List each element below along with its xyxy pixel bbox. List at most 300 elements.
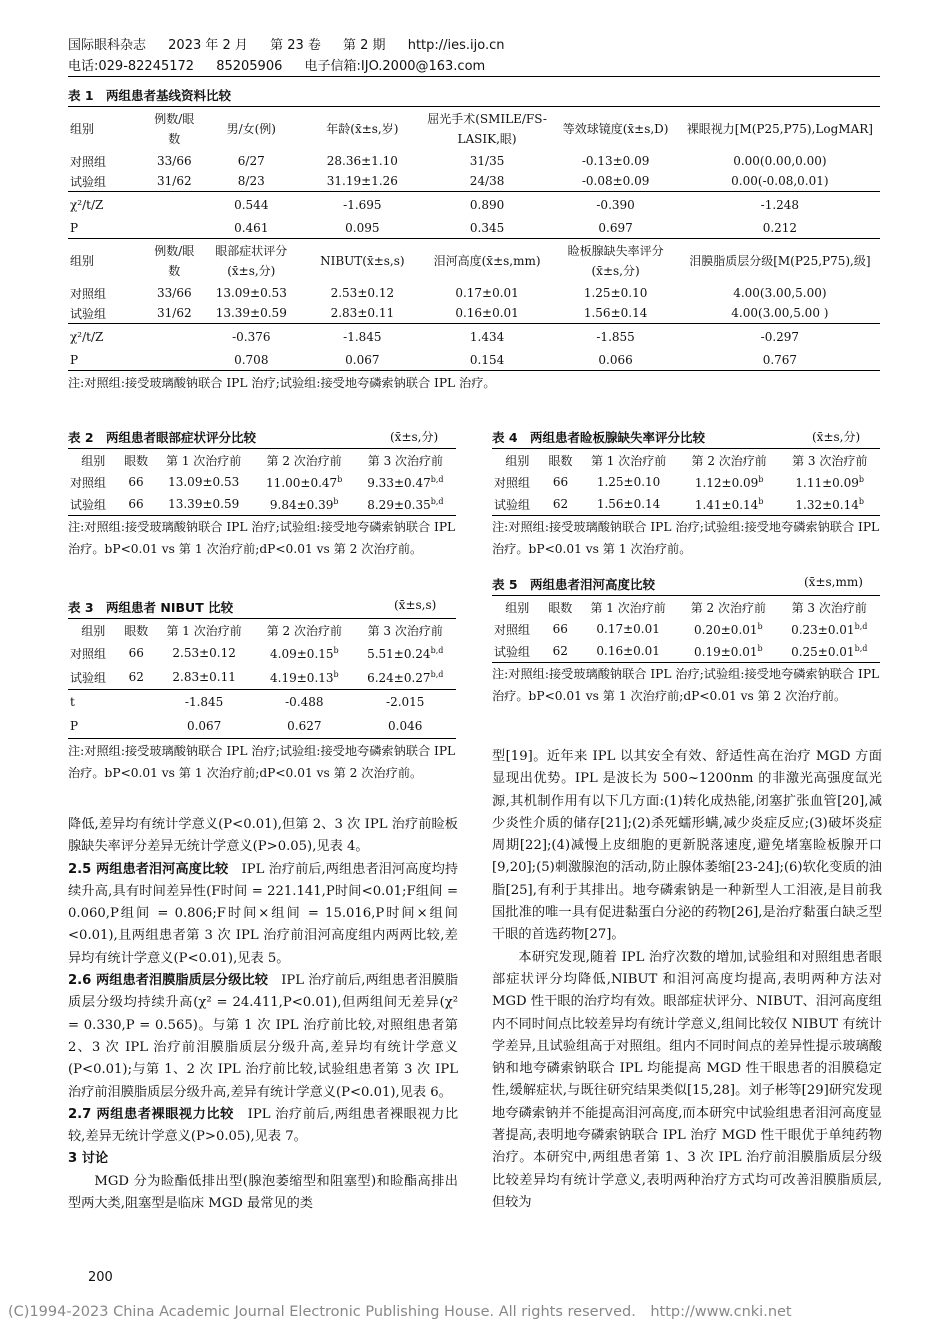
table-cell [680,107,880,152]
table-row [68,324,880,351]
cell-value: 试验组 [494,644,531,659]
section-2-7 [68,1104,458,1149]
table5-unit: (x̄±s,mm) [804,575,863,589]
cell-value: χ²/t/Z [70,198,104,212]
table-cell [119,641,154,665]
table-cell [154,449,254,472]
significance-marker: b [858,496,865,506]
cell-value: 0.212 [762,221,798,235]
table2 [68,448,456,516]
table-cell [201,239,302,284]
table-cell [551,303,679,324]
table-cell [551,192,679,219]
cell-value: -1.845 [343,330,382,344]
cell-value: 1.32±0.14 [795,497,859,512]
table-cell [423,218,552,239]
cell-value: 对照组 [70,286,107,301]
table-cell [355,493,456,516]
cell-value: 6.24±0.27 [367,670,431,685]
table-cell [680,324,880,351]
cell-value: 13.09±0.53 [215,286,287,300]
table3-note: 注:对照组:接受玻璃酸钠联合 IPL 治疗;试验组:接受地夸磷索钠联合 IPL 治疗。bP<0.01 vs 第 1 次治疗前;dP<0.01 vs 第 2 次治疗前。 [68,744,456,780]
journal-url[interactable]: http://ies.ijo.cn [407,38,505,53]
table-cell [148,324,201,351]
table-cell [68,283,148,303]
cell-value: 男/女(例) [226,122,276,136]
table-cell [302,303,423,324]
table-row [68,171,880,192]
table-cell [254,665,354,690]
cell-value: 试验组 [70,497,107,512]
table-cell [68,218,148,239]
table-cell [543,640,578,663]
table1-note: 注:对照组:接受玻璃酸钠联合 IPL 治疗;试验组:接受地夸磷索钠联合 IPL 治疗。 [68,376,496,390]
cell-value: 0.154 [469,353,505,367]
table-cell [302,151,423,171]
cell-value: 0.16±0.01 [455,306,519,320]
table-cell [492,493,543,516]
cell-value: 0.697 [598,221,633,235]
cell-value: 第 3 次治疗前 [367,623,443,638]
cell-value: 1.11±0.09 [795,475,859,490]
table-cell [148,192,201,219]
table-cell [68,192,148,219]
table-cell [680,239,880,284]
table-cell [118,449,153,472]
table-cell [118,471,153,493]
table-cell [119,665,154,690]
cell-value: 0.461 [234,221,269,235]
table1 [68,106,880,371]
table-cell [68,449,118,472]
cell-value: 第 2 次治疗前 [690,600,766,615]
table-cell [68,665,119,690]
email: 电子信箱:IJO.2000@163.com [304,59,486,74]
cell-value: 组别 [70,254,95,268]
table-cell [68,619,119,642]
journal-name: 国际眼科杂志 [68,38,147,53]
cell-value: 屈光手术(SMILE/FS-LASIK,眼) [427,112,547,146]
table-row [68,151,880,171]
table-cell [68,324,148,351]
cell-value: -0.297 [760,330,800,344]
table-cell [302,239,423,284]
table-row [68,192,880,219]
table-cell [68,471,118,493]
table-row [492,493,880,516]
table-row [492,471,880,493]
page-number: 200 [88,1270,113,1285]
significance-marker: b,d [430,645,444,655]
cell-value: 眼数 [548,600,573,615]
table-cell [678,596,778,619]
cell-value: 9.84±0.39 [269,497,334,512]
heading-3: 3 讨论 [68,1151,109,1167]
table-cell [148,151,201,171]
significance-marker: b,d [430,474,444,484]
cell-value: 组别 [505,453,530,468]
table-row [68,350,880,371]
table-cell [578,449,679,472]
cell-value: 第 2 次治疗前 [691,453,767,468]
paragraph-ipl-mechanism: 型[19]。近年来 IPL 以其安全有效、舒适性高在治疗 MGD 方面显现出优势。IPL 是波长为 500~1200nm 的非激光高强度氙光源,其机制作用有以下几方面:(1)转化成热能,闭塞扩张血管[20],减少炎性介质的储存[21];(2)杀死蠕形螨,减少炎症反应;(3)破坏炎症周期[22];(4)减慢上皮细胞的更新脱落速度,避免堵塞睑板腺开口[9,20];(5)刺激腺泡的活动,防止腺体萎缩[23-24];(6)软化变质的油脂[25],有利于其排出。地夸磷索钠是一种新型人工泪液,是目前我国批准的唯一具有促进黏蛋白分泌的药物[26],是治疗黏蛋白缺乏型干眼的首选药物[27]。 [492,749,882,943]
cell-value: 0.23±0.01 [791,622,855,637]
table-cell [678,640,778,663]
cell-value: t [70,695,75,709]
table-cell [254,714,354,739]
heading-2-7: 2.7 两组患者裸眼视力比较 [68,1106,234,1122]
cell-value: 66 [552,622,568,636]
table-cell [679,449,780,472]
cell-value: 试验组 [494,497,531,512]
significance-marker: b [333,669,339,679]
table-row [68,303,880,324]
cell-value: 66 [128,475,144,489]
table-cell [778,640,880,663]
cell-value: 8/23 [237,174,265,188]
cell-value: 1.12±0.09 [694,475,759,490]
cell-value: 33/66 [157,154,192,168]
paragraph-table4-conclusion: 降低,差异均有统计学意义(P<0.01),但第 2、3 次 IPL 治疗前睑板腺缺失率评分差异无统计学意义(P>0.05),见表 4。 [68,817,458,855]
cell-value: 对照组 [494,475,531,490]
cell-value: 33/66 [157,286,192,300]
cell-value: 0.708 [234,353,269,367]
paragraph-3-discussion: MGD 分为睑酯低排出型(腺泡萎缩型和阻塞型)和睑酯高排出型两大类,阻塞型是临床 MGD 最常见的类 [68,1173,458,1212]
table-cell [492,471,543,493]
cell-value: -0.08±0.09 [581,174,650,188]
cell-value: 24/38 [469,174,505,188]
cell-value: 第 1 次治疗前 [166,623,242,638]
table-row [68,714,456,739]
table-cell [68,350,148,371]
cell-value: 泪膜脂质层分级[M(P25,P75),级] [689,254,871,268]
table-cell [154,690,254,715]
cell-value: 5.51±0.24 [367,646,431,661]
table-cell [201,350,302,371]
table-cell [254,471,355,493]
cell-value: 11.00±0.47 [266,475,338,490]
cell-value: 1.25±0.10 [596,475,661,489]
cell-value: 睑板腺缺失率评分(x̄±s,分) [567,244,664,278]
cell-value: 例数/眼数 [154,112,195,146]
cell-value: 1.25±0.10 [583,286,648,300]
header-rule [68,76,880,77]
table-cell [423,192,552,219]
cell-value: 对照组 [70,475,107,490]
table-cell [551,107,679,152]
journal-header-line2 [68,55,503,74]
cell-value: -0.13±0.09 [581,154,650,168]
cell-value: 1.56±0.14 [596,497,661,511]
cell-value: 第 3 次治疗前 [792,453,868,468]
cell-value: 试验组 [70,670,107,685]
table-cell [201,192,302,219]
significance-marker: b [757,643,763,653]
table-row [68,690,456,715]
cell-value: 0.066 [598,353,633,367]
significance-marker: b,d [854,621,868,631]
cell-value: -0.390 [596,198,635,212]
table-cell [302,218,423,239]
table-cell [492,618,543,640]
cell-value: 13.39±0.59 [168,497,240,511]
cell-value: 裸眼视力[M(P25,P75),LogMAR] [686,122,873,136]
cell-value: 组别 [70,122,95,136]
journal-header-line1 [68,34,523,53]
cell-value: 0.17±0.01 [596,622,660,636]
cell-value: 62 [552,497,569,511]
cell-value: 9.33±0.47 [367,475,431,490]
cell-value: 对照组 [70,646,107,661]
cell-value: 0.20±0.01 [694,622,758,637]
table-cell [302,283,423,303]
cell-value: 0.627 [287,719,322,733]
significance-marker: b [337,474,343,484]
table-cell [423,283,552,303]
table4 [492,448,880,516]
cell-value: 试验组 [70,306,107,321]
cell-value: P [70,719,79,733]
table-cell [154,471,254,493]
paragraph-2-7: IPL 治疗前后,两组患者裸眼视力比较,差异无统计学意义(P>0.05),见表 7。 [68,1106,459,1145]
table-cell [201,218,302,239]
table-cell [423,324,552,351]
table-row [68,218,880,239]
cell-value: -2.015 [386,695,425,709]
section-2-6 [68,970,458,1104]
cell-value: 8.29±0.35 [367,497,431,512]
right-column [492,746,882,1214]
cell-value: 1.41±0.14 [694,497,759,512]
table4-note: 注:对照组:接受玻璃酸钠联合 IPL 治疗;试验组:接受地夸磷索钠联合 IPL 治疗。bP<0.01 vs 第 1 次治疗前。 [492,520,880,556]
cell-value: P [70,221,79,235]
issue-date: 2023 年 2 月 [168,38,248,53]
cell-value: 13.09±0.53 [168,475,240,489]
table-cell [254,449,355,472]
cell-value: 对照组 [494,622,531,637]
table-header-row [68,449,456,472]
table4-unit: (x̄±s,分) [812,430,861,444]
cell-value: 0.17±0.01 [455,286,519,300]
cell-value: 0.544 [234,198,269,212]
table-cell [254,641,354,665]
cell-value: -0.376 [232,330,271,344]
table-cell [543,618,578,640]
cell-value: 0.095 [345,221,380,235]
table-cell [578,618,678,640]
significance-marker: b [333,496,339,506]
cell-value: 组别 [505,600,530,615]
table-cell [423,303,552,324]
cell-value: 62 [128,670,144,684]
table-cell [423,151,552,171]
cell-value: 66 [128,646,144,660]
cell-value: -1.248 [760,198,800,212]
table3-title: 表 3 两组患者 NIBUT 比较 [68,600,234,615]
cell-value: 31.19±1.26 [326,174,398,188]
table-cell [680,171,880,192]
table-cell [679,471,780,493]
table-cell [551,218,679,239]
table-cell [148,107,201,152]
table-cell [778,618,880,640]
table-cell [355,471,456,493]
table-cell [201,303,302,324]
table-cell [779,493,880,516]
table-cell [148,239,201,284]
paragraph-2-5: IPL 治疗前后,两组患者泪河高度均持续升高,具有时间差异性(F时间 = 221.141,P时间<0.01;F组间 = 0.060,P组间 = 0.806;F时间×组间 = 15.016,P时间×组间<0.01),且两组患者第 3 次 IPL 治疗前泪河高度组内两两比较,差异均有统计学意义(P<0.01),见表 5。 [68,861,459,966]
cell-value: 0.345 [469,221,505,235]
cell-value: 31/35 [469,154,505,168]
significance-marker: b [858,474,865,484]
table-cell [148,303,201,324]
cell-value: 例数/眼数 [154,244,195,278]
heading-2-5: 2.5 两组患者泪河高度比较 [68,861,229,877]
table-cell [680,350,880,371]
table-cell [578,640,678,663]
cell-value: 6/27 [237,154,265,168]
cell-value: 第 3 次治疗前 [791,600,867,615]
cell-value: 眼数 [548,453,573,468]
cell-value: 0.067 [186,719,222,733]
cell-value: 组别 [81,453,106,468]
cell-value: 62 [552,644,568,658]
table-header-row [68,619,456,642]
table-cell [154,665,254,690]
table-cell [551,171,679,192]
table4-title: 表 4 两组患者睑板腺缺失率评分比较 [492,430,706,445]
table-cell [578,596,678,619]
cell-value: 66 [128,497,144,511]
cell-value: 66 [552,475,569,489]
table-cell [254,619,354,642]
cell-value: 等效球镜度(x̄±s,D) [562,122,669,136]
table-cell [201,151,302,171]
table-cell [68,690,119,715]
significance-marker: b [758,474,764,484]
table-cell [201,324,302,351]
table-cell [778,596,880,619]
table-cell [119,619,154,642]
table-cell [354,665,456,690]
cell-value: 31/62 [157,174,192,188]
table-cell [68,714,119,739]
table-cell [201,107,302,152]
table-cell [148,218,201,239]
cell-value: 4.00(3.00,5.00 ) [731,306,829,320]
table-header-row [492,596,880,619]
cell-value: 0.25±0.01 [791,644,855,659]
table-cell [551,283,679,303]
table-cell [492,449,543,472]
table5-title: 表 5 两组患者泪河高度比较 [492,577,656,592]
table-row [68,283,880,303]
table-row [492,618,880,640]
table-cell [423,239,552,284]
table-cell [68,641,119,665]
cell-value: -1.855 [596,330,635,344]
cell-value: 对照组 [70,154,107,169]
table-cell [154,493,254,516]
table-cell [680,218,880,239]
table3-unit: (x̄±s,s) [394,598,437,612]
section-2-5 [68,859,458,970]
table-cell [68,303,148,324]
table-cell [551,239,679,284]
table-cell [423,171,552,192]
cell-value: 眼数 [124,623,149,638]
table-row [68,471,456,493]
cell-value: -1.845 [184,695,224,709]
cell-value: 0.767 [762,353,798,367]
table-cell [148,350,201,371]
table2-title: 表 2 两组患者眼部症状评分比较 [68,430,257,445]
table-cell [68,493,118,516]
table-cell [492,596,543,619]
table-cell [354,641,456,665]
copyright-footer: (C)1994-2023 China Academic Journal Electronic Publishing House. All rights reserved. http://www.cnki.net [8,1304,792,1320]
table-cell [543,596,578,619]
cell-value: 第 1 次治疗前 [590,600,666,615]
table2-note: 注:对照组:接受玻璃酸钠联合 IPL 治疗;试验组:接受地夸磷索钠联合 IPL 治疗。bP<0.01 vs 第 1 次治疗前;dP<0.01 vs 第 2 次治疗前。 [68,520,456,556]
table5-note: 注:对照组:接受玻璃酸钠联合 IPL 治疗;试验组:接受地夸磷索钠联合 IPL 治疗。bP<0.01 vs 第 1 次治疗前;dP<0.01 vs 第 2 次治疗前。 [492,667,880,703]
table-cell [680,303,880,324]
cell-value: 1.56±0.14 [583,306,648,320]
table-cell [68,239,148,284]
cell-value: 0.16±0.01 [596,644,660,658]
table-cell [154,641,254,665]
table-cell [119,714,154,739]
table-cell [302,171,423,192]
phone: 电话:029-82245172 [68,59,195,74]
phone2: 85205906 [216,59,283,74]
cell-value: -0.488 [285,695,324,709]
table-row [68,641,456,665]
table-cell [779,449,880,472]
cell-value: 0.046 [388,719,423,733]
table-cell [492,640,543,663]
cell-value: 4.19±0.13 [270,670,334,685]
cell-value: 眼部症状评分(x̄±s,分) [215,244,288,278]
table-cell [201,283,302,303]
table-row [492,640,880,663]
table-cell [543,471,579,493]
cell-value: 泪河高度(x̄±s,mm) [433,254,541,268]
cell-value: 0.19±0.01 [694,644,758,659]
table-cell [302,192,423,219]
cell-value: 组别 [81,623,106,638]
table-cell [578,493,679,516]
table3 [68,618,456,739]
significance-marker: b [333,645,339,655]
cell-value: 试验组 [70,174,107,189]
table-cell [779,471,880,493]
significance-marker: b,d [430,669,444,679]
table-cell [68,171,148,192]
table-row [68,493,456,516]
table-cell [154,714,254,739]
table-cell [679,493,780,516]
heading-2-6: 2.6 两组患者泪膜脂质层分级比较 [68,973,268,989]
table-cell [148,171,201,192]
cell-value: -1.695 [343,198,382,212]
table-cell [551,350,679,371]
cell-value: 2.53±0.12 [330,286,395,300]
cell-value: 0.00(0.00,0.00) [733,154,827,168]
cell-value: NIBUT(x̄±s,s) [320,254,405,268]
table-cell [355,449,456,472]
table5 [492,595,880,663]
